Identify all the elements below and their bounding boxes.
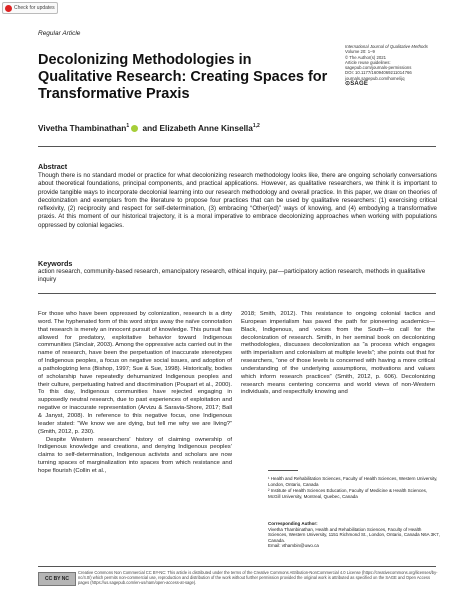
author-2: and Elizabeth Anne Kinsella (142, 123, 253, 133)
affiliation-1: ¹ Health and Rehabilitation Sciences, Faculty of Health Sciences, Western University, London, Ontario, Canada (268, 476, 438, 487)
check-for-updates-button[interactable] (2, 2, 58, 14)
journal-url[interactable]: journals.sagepub.com/home/ijq (345, 75, 405, 81)
sage-logo (345, 80, 368, 87)
license-text: Creative Commons Non Commercial CC BY-NC: This article is distributed under the terms of the Creative Commons Attribution-NonCommercial 4.0 License (https://creativecommons.org/licenses/by-nc/4.0/) which permits non-commercial use, reproduction and distribution of the work without further permission provided the original work is attributed as specified on the SAGE and Open Access pages (https://us.sagepub.com/en-us/nam/open-access-at-sage). (78, 570, 438, 586)
corresponding-body: Vivetha Thambinathan, Health and Rehabilitation Sciences, Faculty of Health Sciences, Western University, 1151 Richmond St., London, Ontario, Canada N6A 3K7, Canada. (268, 526, 440, 543)
abstract-body: Though there is no standard model or practice for what decolonizing research methodology looks like, there are ongoing scholarly conversations about theoretical foundations, principal components, and practical applications. However, as qualitative researchers, we think it is important to provide tangible ways to incorporate decolonial learning into our research methodology and overall practice. In this paper, we draw on theories of decolonization and exemplars from the literature to propose four practices that can be used by qualitative researchers: (1) exercising critical reflexivity, (2) reciprocity and respect for self-determination, (3) embracing “Other(ed)” ways of knowing, and (4) embodying a transformative praxis. At this moment of our historical trajectory, it is a moral imperative to embrace decolonizing approaches when working with populations oppressed by colonial legacies. (38, 172, 437, 229)
corresponding-heading: Corresponding Author: (268, 521, 318, 526)
affiliations (268, 476, 440, 500)
journal-info (345, 44, 465, 81)
author-2-affiliation: 1,2 (252, 123, 260, 130)
journal-copyright: © The Author(s) 2021 (345, 54, 387, 60)
paper-title: Decolonizing Methodologies in Qualitative Research: Creating Spaces for Transformative Praxis (38, 52, 328, 102)
divider (38, 293, 436, 294)
divider (38, 146, 436, 147)
footnote-divider (268, 470, 298, 471)
corresponding-author (268, 521, 440, 549)
author-1: Vivetha Thambinathan (38, 123, 127, 133)
update-icon (5, 5, 12, 12)
orcid-icon[interactable] (131, 125, 138, 132)
sage-logo-mark: ⊙ (345, 81, 351, 87)
body-column-left (38, 311, 232, 476)
sage-logo-text: SAGE (350, 81, 369, 87)
corresponding-email[interactable]: Email: vthambin@uwo.ca (268, 543, 319, 549)
journal-volume: Volume 20: 1–9 (345, 49, 375, 55)
affiliation-2: ² Institute of Health Sciences Education, Faculty of Medicine & Health Sciences, McGill University, Montreal, Quebec, Canada (268, 488, 428, 499)
article-type: Regular Article (38, 30, 81, 37)
author-1-affiliation: 1 (126, 123, 130, 130)
keywords-heading: Keywords (38, 259, 73, 268)
divider (38, 566, 436, 567)
cc-license-badge[interactable]: CC BY NC (38, 572, 76, 586)
paragraph: Despite Western researchers’ history of claiming ownership of Indigenous knowledge and creations, and denying Indigenous peoples’ claims to self-determination, Indigenous activists and scholars are now turning spaces of marginalization into spaces from which resistance and hope flourish (Collin et al., (38, 436, 232, 474)
body-column-right (241, 311, 435, 397)
abstract-heading: Abstract (38, 162, 68, 171)
check-for-updates-label: Check for updates (14, 5, 55, 11)
journal-reuse-url[interactable]: sagepub.com/journals-permissions (345, 65, 412, 71)
journal-name: International Journal of Qualitative Methods (345, 44, 428, 49)
keywords-body: action research, community-based research, emancipatory research, ethical inquiry, par—participatory action research, methods in qualitative inquiry (38, 268, 426, 284)
paragraph: For those who have been oppressed by colonization, research is a dirty word. The hyphenated form of this word strips away the naïve connotation that research is merely an innocent pursuit of knowledge. This pursuit has allowed for predatory, exploitative behavior toward Indigenous communities (Sinclair, 2003). Among the oppressive acts carried out in the name of research, have been the perpetuation of inaccurate stereotypes of Indigenous peoples, a focus on negative social issues, and adoption of a pathologizing lens (Bishop, 1997; Sue & Sue, 1998). Historically, bodies of scholarship have repeatedly dehumanized Indigenous peoples and their culture, perpetuating hatred and discrimination (Poupart et al., 2000). To this day, Indigenous communities have rejected engaging in supposedly neutral research, due to past experiences of exploitation and negative or inaccurate representation (Arvizu & Saravia-Shore, 2017; Ball & Janyst, 2008). In reference to this negative focus, one Indigenous leader stated: “We know we are dying, but tell me why we are living?” (Smith, 2012, p. 230). (38, 311, 232, 435)
journal-reuse: Article reuse guidelines: (345, 59, 391, 65)
journal-doi[interactable]: DOI: 10.1177/16094069211014766 (345, 70, 412, 76)
author-line (38, 123, 260, 133)
paragraph: 2018; Smith, 2012). This resistance to ongoing colonial tactics and European imperialism has paved the path for pioneering academics—Black, Indigenous, and voices from the South—to call for the decolonization of research. Smith, in her seminal book on decolonizing methodologies, discusses decolonization as “a process which engages with imperialism and colonialism at multiple levels”; she points out that for researchers, “one of those levels is concerned with having a more critical understanding of the underlying assumptions, motivations and values which inform research practices” (Smith, 2012, p. 606). Decolonizing research means centering concerns and world views of non-Western individuals, and respectfully knowing and (241, 311, 435, 396)
